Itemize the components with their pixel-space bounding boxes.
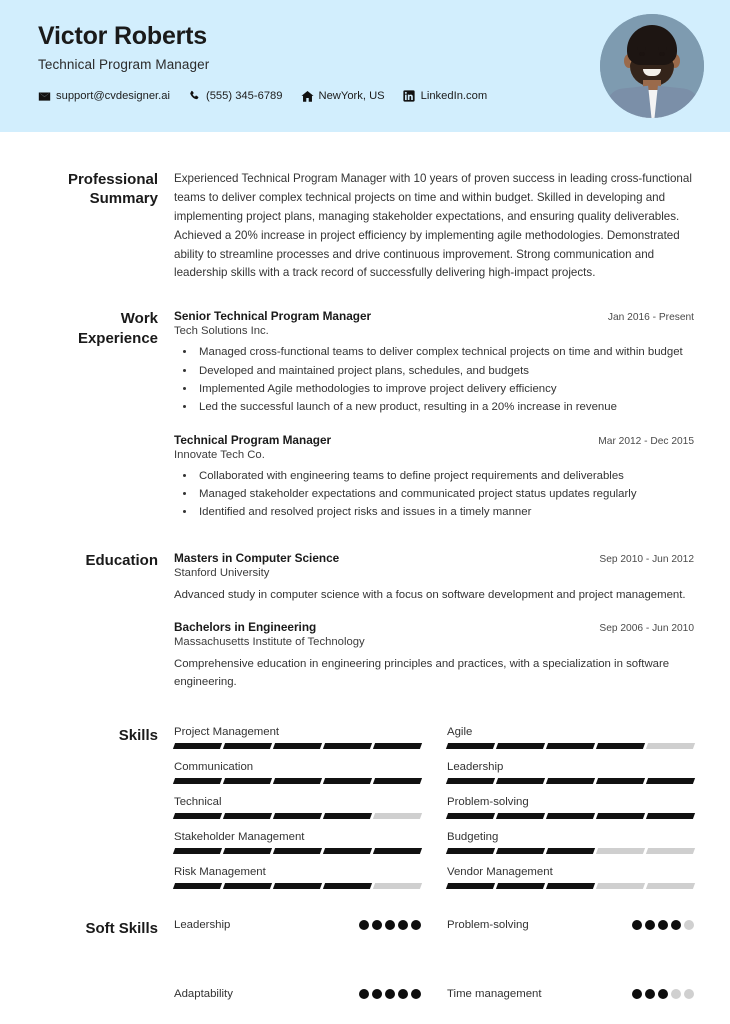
skill-level-segment <box>173 883 222 889</box>
work-entry-organization: Tech Solutions Inc. <box>174 325 269 338</box>
list-item: • Collaborated with engineering teams to define project requirements and deliverables <box>196 468 694 485</box>
summary-text: Experienced Technical Program Manager with 10 years of proven success in leading cross-functional teams to deliver complex technical projects on time and within budget. Skilled in developing and implementing project plans, managing stakeholder expectations, and ensuring quality deliverables. Achieved a 20% increase in project efficiency by implementing agile methodologies. Demonstrated ability to streamline processes and drive continuous improvement. Strong communication and leadership skills with a track record of successfully delivering high-impact projects. <box>174 172 692 280</box>
section-label-professional-summary <box>38 170 158 208</box>
soft-skill-item <box>174 988 421 1000</box>
education-entry-header <box>174 620 694 634</box>
soft-skill-item <box>447 988 694 1000</box>
education-entry-header <box>174 551 694 565</box>
skill-name: Technical <box>174 795 222 808</box>
contact-email-label: support@cvdesigner.ai <box>56 90 170 103</box>
skill-name: Budgeting <box>447 830 499 843</box>
education-entry-title: Masters in Computer Science <box>174 550 340 565</box>
skill-level-segment <box>373 778 422 784</box>
skill-level-segment <box>323 848 372 854</box>
phone-icon <box>188 90 201 103</box>
section-body-skills <box>158 726 694 901</box>
skill-level-segment <box>546 778 595 784</box>
rating-dot <box>372 920 382 930</box>
skill-level-segment <box>373 743 422 749</box>
avatar-photo <box>600 14 704 118</box>
skill-level-segment <box>646 848 695 854</box>
skill-level-segment <box>323 743 372 749</box>
skill-level-segment <box>496 743 545 749</box>
resume-header <box>0 0 730 132</box>
soft-skills-grid <box>174 919 694 1000</box>
skill-level-segment <box>646 778 695 784</box>
skill-item <box>447 831 694 866</box>
education-entry-date: Sep 2006 - Jun 2010 <box>599 623 694 635</box>
skill-level-segment <box>446 743 495 749</box>
skill-name: Problem-solving <box>447 795 529 808</box>
soft-skill-rating-dots <box>632 989 694 999</box>
skill-level-segment <box>496 778 545 784</box>
education-entry-date: Sep 2010 - Jun 2012 <box>599 553 694 565</box>
rating-dot <box>645 989 655 999</box>
skill-name: Vendor Management <box>447 865 553 878</box>
rating-dot <box>359 920 369 930</box>
rating-dot <box>684 920 694 930</box>
rating-dot <box>671 989 681 999</box>
skill-level-segment <box>173 743 222 749</box>
education-entry-organization: Stanford University <box>174 566 270 579</box>
skill-level-segment <box>223 813 272 819</box>
section-label-skills: Skills <box>118 726 158 744</box>
skill-item <box>447 866 694 901</box>
soft-skill-item <box>447 919 694 931</box>
soft-skill-name: Adaptability <box>174 987 233 1000</box>
skill-name: Communication <box>174 760 254 773</box>
work-entry-title: Senior Technical Program Manager <box>174 309 372 324</box>
list-item: • Implemented Agile methodologies to improve project delivery efficiency <box>196 381 694 398</box>
skill-name: Leadership <box>447 760 504 773</box>
rating-dot <box>385 920 395 930</box>
skill-level-segment <box>446 883 495 889</box>
skill-level-segment <box>173 778 222 784</box>
work-entry-title: Technical Program Manager <box>174 432 332 447</box>
resume-body <box>0 170 730 1000</box>
work-label-line1: Work <box>120 310 158 328</box>
skill-level-bar <box>447 883 694 889</box>
contact-phone-label: (555) 345-6789 <box>205 90 283 103</box>
skill-level-segment <box>173 813 222 819</box>
rating-dot <box>385 989 395 999</box>
list-item: • Managed cross-functional teams to deliver complex technical projects on time and within budget <box>196 344 694 361</box>
work-entry <box>174 309 694 416</box>
skill-level-segment <box>646 743 695 749</box>
rating-dot <box>658 989 668 999</box>
list-item: • Identified and resolved project risks and issues in a timely manner <box>196 504 694 521</box>
work-label-line2: Experience <box>77 329 158 347</box>
rating-dot <box>411 989 421 999</box>
section-soft-skills <box>38 919 694 1000</box>
skill-level-segment <box>646 883 695 889</box>
section-label-soft-skills: Soft Skills <box>85 919 158 937</box>
skill-item <box>174 831 421 866</box>
rating-dot <box>658 920 668 930</box>
summary-label-line1: Professional <box>67 171 158 188</box>
skill-level-bar <box>174 848 421 854</box>
home-icon <box>301 90 314 103</box>
rating-dot <box>359 989 369 999</box>
skill-level-segment <box>223 778 272 784</box>
skill-level-segment <box>173 848 222 854</box>
skill-item <box>447 796 694 831</box>
soft-skill-name: Problem-solving <box>447 918 529 931</box>
linkedin-icon <box>403 90 416 103</box>
skill-item <box>174 866 421 901</box>
rating-dot <box>632 920 642 930</box>
skill-level-segment <box>273 848 322 854</box>
contact-linkedin-label: LinkedIn.com <box>420 90 488 103</box>
envelope-icon <box>38 90 51 103</box>
rating-dot <box>398 920 408 930</box>
skill-level-segment <box>546 883 595 889</box>
section-professional-summary <box>38 170 694 283</box>
section-body-education <box>158 551 694 692</box>
section-body-soft-skills <box>158 919 694 1000</box>
education-entry <box>174 620 694 691</box>
list-item: • Managed stakeholder expectations and communicated project status updates regularly <box>196 486 694 503</box>
education-entry <box>174 551 694 605</box>
skill-level-segment <box>596 778 645 784</box>
education-entry-description: Advanced study in computer science with a focus on software development and project management. <box>174 588 686 601</box>
soft-skill-name: Time management <box>447 987 542 1000</box>
list-item: • Developed and maintained project plans, schedules, and budgets <box>196 363 694 380</box>
skill-level-segment <box>596 848 645 854</box>
rating-dot <box>671 920 681 930</box>
contact-location[interactable] <box>301 90 385 103</box>
work-entry-header <box>174 309 694 323</box>
list-item: • Led the successful launch of a new product, resulting in a 20% increase in revenue <box>196 399 694 416</box>
skill-level-bar <box>174 883 421 889</box>
skill-level-segment <box>446 778 495 784</box>
skill-level-segment <box>373 848 422 854</box>
contact-email[interactable] <box>38 90 170 103</box>
skill-level-segment <box>596 883 645 889</box>
skills-grid <box>174 726 694 901</box>
skill-level-segment <box>446 813 495 819</box>
rating-dot <box>398 989 408 999</box>
skill-name: Project Management <box>174 725 280 738</box>
education-entry-title: Bachelors in Engineering <box>174 620 317 635</box>
contact-phone[interactable] <box>188 90 283 103</box>
skill-item <box>174 796 421 831</box>
work-entry-date: Mar 2012 - Dec 2015 <box>598 435 694 447</box>
skill-item <box>447 761 694 796</box>
skill-level-bar <box>447 813 694 819</box>
skill-level-segment <box>323 813 372 819</box>
education-entry-description: Comprehensive education in engineering principles and practices, with a specialization in software engineering. <box>174 658 670 688</box>
work-entry-bullets <box>174 344 694 416</box>
skill-level-segment <box>273 813 322 819</box>
section-body-professional-summary <box>158 170 694 283</box>
skill-level-bar <box>174 743 421 749</box>
skill-level-bar <box>174 778 421 784</box>
section-label-work-experience <box>38 309 158 347</box>
skill-item <box>174 726 421 761</box>
contact-location-label: NewYork, US <box>318 90 385 103</box>
skill-level-segment <box>596 813 645 819</box>
skill-level-bar <box>174 813 421 819</box>
skill-name: Risk Management <box>174 865 266 878</box>
skill-level-segment <box>496 883 545 889</box>
skill-item <box>447 726 694 761</box>
skill-level-segment <box>546 848 595 854</box>
contact-linkedin[interactable] <box>403 90 488 103</box>
work-entry-bullets <box>174 468 694 522</box>
skill-level-segment <box>596 743 645 749</box>
skill-name: Agile <box>447 725 473 738</box>
skill-level-segment <box>496 813 545 819</box>
soft-skill-rating-dots <box>359 989 421 999</box>
skill-level-segment <box>223 848 272 854</box>
page-title: Victor Roberts <box>38 22 208 50</box>
skill-level-segment <box>273 883 322 889</box>
skill-name: Stakeholder Management <box>174 830 305 843</box>
skill-level-segment <box>373 813 422 819</box>
section-education <box>38 551 694 692</box>
rating-dot <box>411 920 421 930</box>
skill-level-segment <box>546 813 595 819</box>
rating-dot <box>372 989 382 999</box>
work-entry-header <box>174 433 694 447</box>
work-entry-organization: Innovate Tech Co. <box>174 448 265 461</box>
work-entry-date: Jan 2016 - Present <box>607 312 694 324</box>
skill-level-segment <box>223 883 272 889</box>
soft-skill-rating-dots <box>632 920 694 930</box>
rating-dot <box>632 989 642 999</box>
skill-level-segment <box>223 743 272 749</box>
skill-level-segment <box>646 813 695 819</box>
soft-skill-rating-dots <box>359 920 421 930</box>
section-label-education: Education <box>85 551 158 569</box>
rating-dot <box>645 920 655 930</box>
skill-level-segment <box>323 883 372 889</box>
section-work-experience <box>38 309 694 522</box>
skill-level-bar <box>447 778 694 784</box>
summary-label-line2: Summary <box>89 190 158 208</box>
job-title: Technical Program Manager <box>38 56 210 72</box>
work-entry <box>174 433 694 522</box>
skill-item <box>174 761 421 796</box>
skill-level-segment <box>373 883 422 889</box>
section-body-work-experience <box>158 309 694 522</box>
skill-level-segment <box>273 743 322 749</box>
skill-level-segment <box>323 778 372 784</box>
skill-level-bar <box>447 743 694 749</box>
soft-skill-name: Leadership <box>174 918 231 931</box>
skill-level-bar <box>447 848 694 854</box>
avatar <box>600 14 704 118</box>
rating-dot <box>684 989 694 999</box>
skill-level-segment <box>273 778 322 784</box>
section-skills <box>38 726 694 901</box>
skill-level-segment <box>446 848 495 854</box>
skill-level-segment <box>496 848 545 854</box>
soft-skill-item <box>174 919 421 931</box>
skill-level-segment <box>546 743 595 749</box>
education-entry-organization: Massachusetts Institute of Technology <box>174 636 365 649</box>
